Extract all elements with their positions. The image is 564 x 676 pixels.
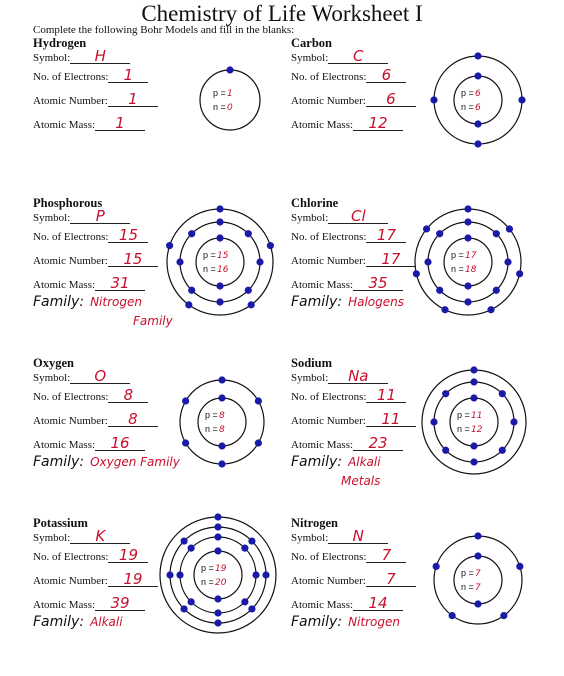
field-label: No. of Electrons: — [33, 391, 109, 403]
electron-dot — [464, 298, 471, 305]
proton-count-value: 8 — [219, 411, 225, 421]
proton-count-label: p = — [201, 563, 214, 573]
electron-dot — [442, 390, 449, 397]
proton-count-value: 15 — [217, 251, 229, 261]
electron-dot — [226, 66, 233, 73]
answer-electrons: 17 — [366, 228, 406, 243]
electron-dot — [464, 205, 471, 212]
neutron-count-label: n = — [205, 424, 218, 434]
neutron-count-label: n = — [451, 264, 464, 274]
electron-dot — [493, 230, 500, 237]
electron-dot — [424, 258, 431, 265]
electron-dot — [464, 234, 471, 241]
field-label: Atomic Number: — [291, 95, 366, 107]
field-atomic-number — [291, 252, 416, 267]
field-symbol — [33, 49, 130, 64]
electron-dot — [241, 545, 248, 552]
answer-atomic-number: 1 — [108, 92, 158, 107]
proton-count-label: p = — [457, 410, 470, 420]
field-atomic-mass — [33, 596, 145, 611]
family-answer: Nitrogen — [90, 295, 142, 309]
field-symbol — [291, 49, 388, 64]
electron-dot — [248, 537, 255, 544]
electron-dot — [166, 571, 173, 578]
element-card-oxygen — [33, 356, 303, 516]
field-atomic-mass — [33, 116, 145, 131]
electron-dot — [441, 306, 448, 313]
answer-electrons: 8 — [108, 388, 148, 403]
electron-dot — [255, 397, 262, 404]
electron-dot — [218, 376, 225, 383]
electron-dot — [449, 612, 456, 619]
answer-electrons: 6 — [366, 68, 406, 83]
electron-dot — [216, 298, 223, 305]
field-electrons — [33, 68, 148, 83]
electron-dot — [430, 96, 437, 103]
field-label: No. of Electrons: — [291, 231, 367, 243]
answer-symbol: H — [70, 49, 130, 64]
electron-dot — [188, 287, 195, 294]
family-label: Family: — [33, 294, 85, 310]
electron-dot — [470, 366, 477, 373]
answer-atomic-mass: 31 — [95, 276, 145, 291]
answer-symbol: K — [70, 529, 130, 544]
electron-dot — [214, 595, 221, 602]
answer-symbol: O — [70, 369, 130, 384]
neutron-count-value: 8 — [219, 425, 225, 435]
proton-count-value: 11 — [471, 411, 483, 421]
field-electrons — [291, 68, 406, 83]
proton-count-label: p = — [451, 250, 464, 260]
electron-dot — [214, 547, 221, 554]
element-name: Carbon — [291, 36, 332, 50]
family-label: Family: — [33, 454, 85, 470]
field-symbol — [291, 209, 388, 224]
field-label: Symbol: — [33, 52, 71, 64]
electron-dot — [185, 301, 192, 308]
electron-dot — [188, 230, 195, 237]
electron-dot — [474, 120, 481, 127]
electron-dot — [442, 447, 449, 454]
electron-dot — [436, 287, 443, 294]
electron-dot — [470, 458, 477, 465]
electron-dot — [252, 571, 259, 578]
field-label: Symbol: — [291, 52, 329, 64]
field-electrons — [33, 388, 148, 403]
field-label: Atomic Number: — [33, 415, 108, 427]
electron-dot — [262, 571, 269, 578]
neutron-count-value: 20 — [215, 578, 227, 588]
family-answer: Oxygen Family — [90, 455, 180, 469]
proton-count-label: p = — [461, 568, 474, 578]
electron-dot — [506, 225, 513, 232]
electron-dot — [216, 205, 223, 212]
field-atomic-mass — [291, 276, 403, 291]
electron-dot — [430, 418, 437, 425]
electron-dot — [188, 598, 195, 605]
field-symbol — [33, 209, 130, 224]
field-label: No. of Electrons: — [33, 231, 109, 243]
field-atomic-number — [291, 92, 416, 107]
field-label: Symbol: — [33, 212, 71, 224]
proton-count-label: p = — [205, 410, 218, 420]
field-symbol — [33, 369, 130, 384]
answer-electrons: 19 — [108, 548, 148, 563]
family-row — [291, 294, 404, 310]
electron-dot — [504, 258, 511, 265]
element-card-potassium — [33, 516, 303, 676]
electron-dot — [499, 447, 506, 454]
electron-dot — [245, 230, 252, 237]
field-label: Atomic Mass: — [33, 599, 96, 611]
neutron-count-value: 16 — [217, 265, 229, 275]
answer-atomic-mass: 12 — [353, 116, 403, 131]
electron-dot — [267, 242, 274, 249]
answer-atomic-number: 19 — [108, 572, 158, 587]
electron-dot — [499, 390, 506, 397]
neutron-count-value: 7 — [475, 583, 481, 593]
proton-count-value: 1 — [227, 89, 233, 99]
field-symbol — [33, 529, 130, 544]
field-atomic-number — [291, 572, 416, 587]
field-atomic-number — [33, 252, 158, 267]
element-name: Sodium — [291, 356, 332, 370]
neutron-count-label: n = — [201, 577, 214, 587]
field-symbol — [291, 369, 388, 384]
electron-dot — [510, 418, 517, 425]
electron-dot — [180, 605, 187, 612]
field-atomic-number — [33, 412, 158, 427]
electron-dot — [474, 140, 481, 147]
field-label: Symbol: — [33, 532, 71, 544]
electron-dot — [518, 96, 525, 103]
electron-dot — [474, 52, 481, 59]
family-label: Family: — [291, 454, 343, 470]
electron-dot — [516, 563, 523, 570]
proton-count-value: 7 — [475, 569, 481, 579]
element-name: Chlorine — [291, 196, 339, 210]
answer-atomic-mass: 23 — [353, 436, 403, 451]
answer-electrons: 11 — [366, 388, 406, 403]
field-atomic-number — [291, 412, 416, 427]
electron-dot — [218, 394, 225, 401]
proton-count-value: 19 — [215, 564, 227, 574]
field-label: Atomic Mass: — [33, 279, 96, 291]
family-answer-line2: Family — [133, 314, 173, 328]
neutron-count-value: 12 — [471, 425, 483, 435]
field-label: Symbol: — [291, 372, 329, 384]
instructions: Complete the following Bohr Models and fill in the blanks: — [33, 24, 295, 36]
answer-atomic-mass: 39 — [95, 596, 145, 611]
field-label: Atomic Number: — [291, 415, 366, 427]
family-answer-line2: Metals — [341, 474, 381, 488]
answer-atomic-number: 11 — [366, 412, 416, 427]
element-card-phosphorous — [33, 196, 303, 356]
family-answer: Alkali — [348, 455, 381, 469]
answer-electrons: 15 — [108, 228, 148, 243]
electron-dot — [216, 218, 223, 225]
electron-dot — [245, 287, 252, 294]
field-electrons — [33, 228, 148, 243]
field-label: Atomic Mass: — [291, 439, 354, 451]
neutron-count-label: n = — [213, 102, 226, 112]
electron-dot — [413, 270, 420, 277]
electron-dot — [470, 442, 477, 449]
answer-symbol: P — [70, 209, 130, 224]
answer-atomic-mass: 14 — [353, 596, 403, 611]
electron-dot — [176, 258, 183, 265]
electron-dot — [216, 282, 223, 289]
field-label: Atomic Number: — [291, 255, 366, 267]
family-label: Family: — [291, 614, 343, 630]
answer-atomic-number: 6 — [366, 92, 416, 107]
answer-atomic-mass: 1 — [95, 116, 145, 131]
electron-dot — [516, 270, 523, 277]
electron-dot — [436, 230, 443, 237]
answer-electrons: 7 — [366, 548, 406, 563]
electron-dot — [176, 571, 183, 578]
electron-dot — [216, 234, 223, 241]
field-label: Symbol: — [291, 532, 329, 544]
family-row — [33, 614, 123, 630]
answer-atomic-mass: 16 — [95, 436, 145, 451]
electron-dot — [423, 225, 430, 232]
family-answer: Alkali — [90, 615, 123, 629]
field-label: Symbol: — [291, 212, 329, 224]
field-atomic-mass — [33, 276, 145, 291]
field-label: Atomic Number: — [33, 95, 108, 107]
neutron-count-label: n = — [457, 424, 470, 434]
neutron-count-label: n = — [461, 582, 474, 592]
electron-dot — [180, 537, 187, 544]
element-card-carbon — [291, 36, 561, 196]
electron-dot — [470, 378, 477, 385]
family-row — [291, 454, 381, 470]
field-label: Symbol: — [33, 372, 71, 384]
electron-dot — [474, 72, 481, 79]
element-card-nitrogen — [291, 516, 561, 676]
field-label: Atomic Number: — [33, 255, 108, 267]
proton-count-value: 6 — [475, 89, 481, 99]
electron-dot — [214, 523, 221, 530]
field-electrons — [33, 548, 148, 563]
electron-dot — [464, 218, 471, 225]
electron-dot — [188, 545, 195, 552]
electron-dot — [474, 600, 481, 607]
family-row — [33, 454, 180, 470]
field-electrons — [291, 388, 406, 403]
field-symbol — [291, 529, 388, 544]
element-name: Potassium — [33, 516, 88, 530]
field-label: Atomic Number: — [33, 575, 108, 587]
proton-count-label: p = — [213, 88, 226, 98]
electron-dot — [214, 609, 221, 616]
answer-symbol: Na — [328, 369, 388, 384]
answer-symbol: N — [328, 529, 388, 544]
family-row — [33, 294, 142, 310]
field-atomic-mass — [291, 436, 403, 451]
electron-dot — [487, 306, 494, 313]
proton-count-value: 17 — [465, 251, 477, 261]
electron-dot — [464, 282, 471, 289]
electron-dot — [218, 460, 225, 467]
field-label: No. of Electrons: — [291, 551, 367, 563]
answer-electrons: 1 — [108, 68, 148, 83]
electron-dot — [248, 605, 255, 612]
electron-dot — [218, 442, 225, 449]
answer-atomic-mass: 35 — [353, 276, 403, 291]
worksheet-title: Chemistry of Life Worksheet I — [141, 1, 423, 26]
neutron-count-value: 6 — [475, 103, 481, 113]
family-label: Family: — [33, 614, 85, 630]
answer-atomic-number: 15 — [108, 252, 158, 267]
field-label: Atomic Mass: — [33, 119, 96, 131]
field-label: Atomic Mass: — [291, 119, 354, 131]
electron-dot — [214, 513, 221, 520]
element-name: Oxygen — [33, 356, 74, 370]
electron-dot — [241, 598, 248, 605]
neutron-count-label: n = — [461, 102, 474, 112]
proton-count-label: p = — [203, 250, 216, 260]
neutron-count-value: 0 — [227, 103, 233, 113]
field-label: Atomic Mass: — [291, 279, 354, 291]
field-atomic-mass — [291, 116, 403, 131]
field-atomic-number — [33, 572, 158, 587]
element-name: Phosphorous — [33, 196, 103, 210]
electron-dot — [470, 394, 477, 401]
electron-dot — [182, 397, 189, 404]
answer-symbol: C — [328, 49, 388, 64]
field-label: No. of Electrons: — [33, 551, 109, 563]
electron-dot — [493, 287, 500, 294]
field-label: Atomic Mass: — [33, 439, 96, 451]
electron-dot — [166, 242, 173, 249]
electron-dot — [474, 552, 481, 559]
field-electrons — [291, 228, 406, 243]
family-answer: Nitrogen — [348, 615, 400, 629]
electron-dot — [182, 439, 189, 446]
field-electrons — [291, 548, 406, 563]
element-card-hydrogen — [33, 36, 303, 196]
field-label: Atomic Number: — [291, 575, 366, 587]
element-name: Nitrogen — [291, 516, 338, 530]
electron-dot — [255, 439, 262, 446]
field-label: No. of Electrons: — [291, 391, 367, 403]
answer-atomic-number: 7 — [366, 572, 416, 587]
family-row — [291, 614, 400, 630]
field-label: No. of Electrons: — [291, 71, 367, 83]
answer-atomic-number: 17 — [366, 252, 416, 267]
neutron-count-label: n = — [203, 264, 216, 274]
answer-symbol: Cl — [328, 209, 388, 224]
family-label: Family: — [291, 294, 343, 310]
family-answer: Halogens — [348, 295, 404, 309]
field-label: No. of Electrons: — [33, 71, 109, 83]
field-label: Atomic Mass: — [291, 599, 354, 611]
electron-dot — [248, 301, 255, 308]
element-card-sodium — [291, 356, 561, 516]
electron-dot — [214, 619, 221, 626]
electron-dot — [500, 612, 507, 619]
electron-dot — [474, 532, 481, 539]
electron-dot — [214, 533, 221, 540]
answer-atomic-number: 8 — [108, 412, 158, 427]
element-name: Hydrogen — [33, 36, 87, 50]
field-atomic-number — [33, 92, 158, 107]
proton-count-label: p = — [461, 88, 474, 98]
electron-dot — [256, 258, 263, 265]
field-atomic-mass — [33, 436, 145, 451]
field-atomic-mass — [291, 596, 403, 611]
electron-dot — [433, 563, 440, 570]
neutron-count-value: 18 — [465, 265, 477, 275]
